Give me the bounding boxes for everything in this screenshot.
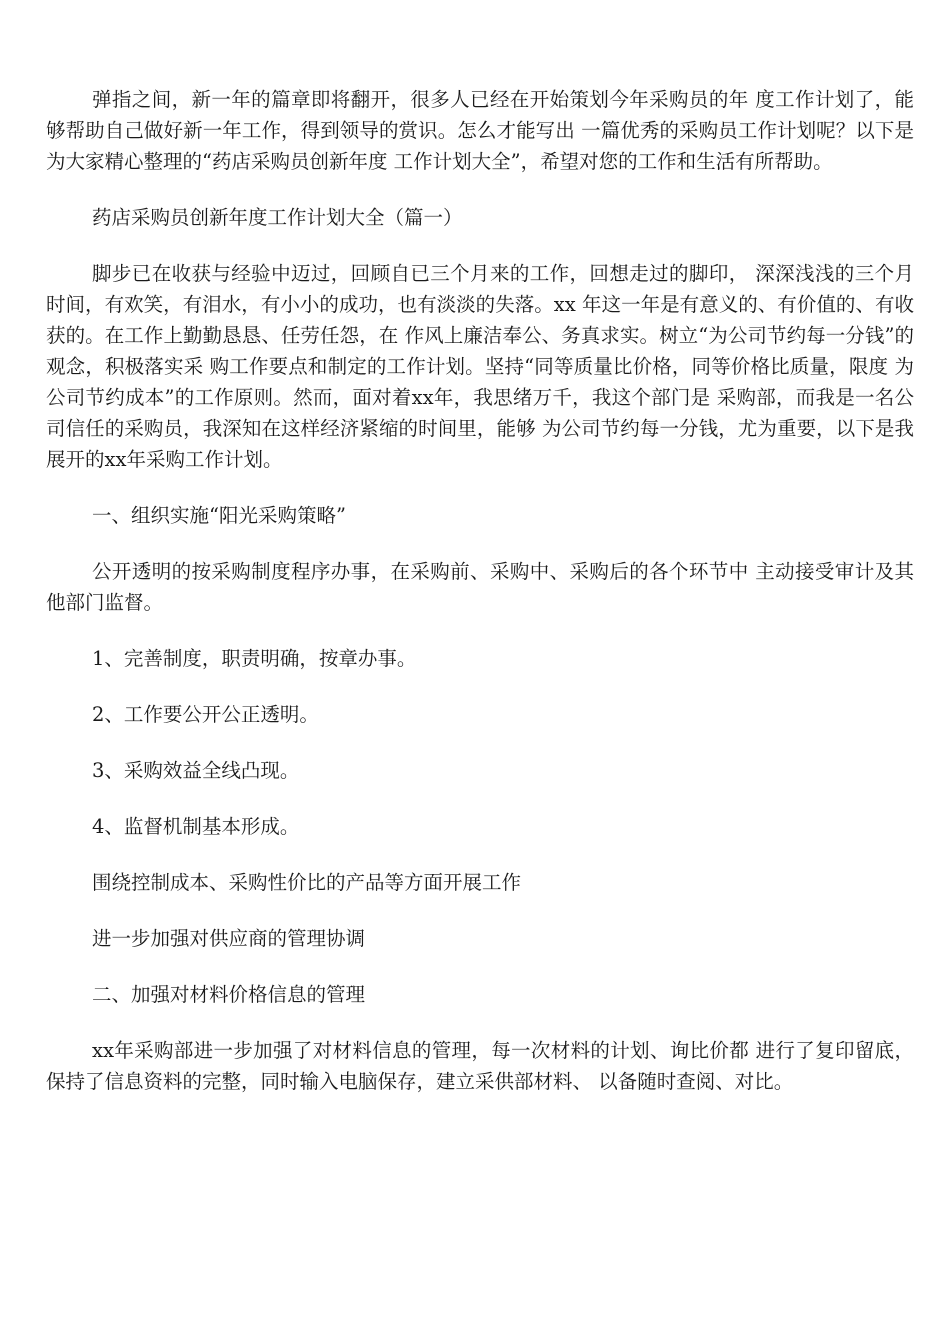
- heading-one: 一、组织实施“阳光采购策略”: [92, 504, 346, 527]
- body-line: 进一步加强对供应商的管理协调: [92, 927, 366, 950]
- document-page: [46, 84, 914, 1097]
- intro-paragraph: 弹指之间，新一年的篇章即将翻开，很多人已经在开始策划今年采购员的年 度工作计划了，能够帮助自己做好新一年工作，得到领导的赏识。怎么才能写出 一篇优秀的采购员工作计划呢？以下是为大家精心整理的“药店采购员创新年度 工作计划大全”，希望对您的工作和生活有所帮助。: [46, 88, 914, 173]
- section-title: 药店采购员创新年度工作计划大全（篇一）: [92, 206, 463, 229]
- body-paragraph: 脚步已在收获与经验中迈过，回顾自已三个月来的工作，回想走过的脚印， 深深浅浅的三个月时间，有欢笑，有泪水，有小小的成功，也有淡淡的失落。xx 年这一年是有意义的、有价值的、有收获的。在工作上勤勤恳恳、任劳任怨，在 作风上廉洁奉公、务真求实。树立“为公司节约每一分钱”的观念，积极落实采 购工作要点和制定的工作计划。坚持“同等质量比价格，同等价格比质量，限度 为公司节约成本”的工作原则。然而，面对着xx年，我思绪万千，我这个部门是 采购部，而我是一名公司信任的采购员，我深知在这样经济紧缩的时间里，能够 为公司节约每一分钱，尤为重要，以下是我展开的xx年采购工作计划。: [46, 262, 914, 471]
- body-line: 围绕控制成本、采购性价比的产品等方面开展工作: [92, 871, 522, 894]
- list-item: 1、完善制度，职责明确，按章办事。: [92, 647, 417, 670]
- body-paragraph: 公开透明的按采购制度程序办事，在采购前、采购中、采购后的各个环节中 主动接受审计及其他部门监督。: [46, 560, 914, 614]
- body-paragraph: xx年采购部进一步加强了对材料信息的管理，每一次材料的计划、询比价都 进行了复印留底，保持了信息资料的完整，同时输入电脑保存，建立采供部材料、 以备随时查阅、对比。: [46, 1039, 914, 1093]
- list-item: 3、采购效益全线凸现。: [92, 759, 300, 782]
- list-item: 4、监督机制基本形成。: [92, 815, 300, 838]
- list-item: 2、工作要公开公正透明。: [92, 703, 319, 726]
- heading-two: 二、加强对材料价格信息的管理: [92, 983, 366, 1006]
